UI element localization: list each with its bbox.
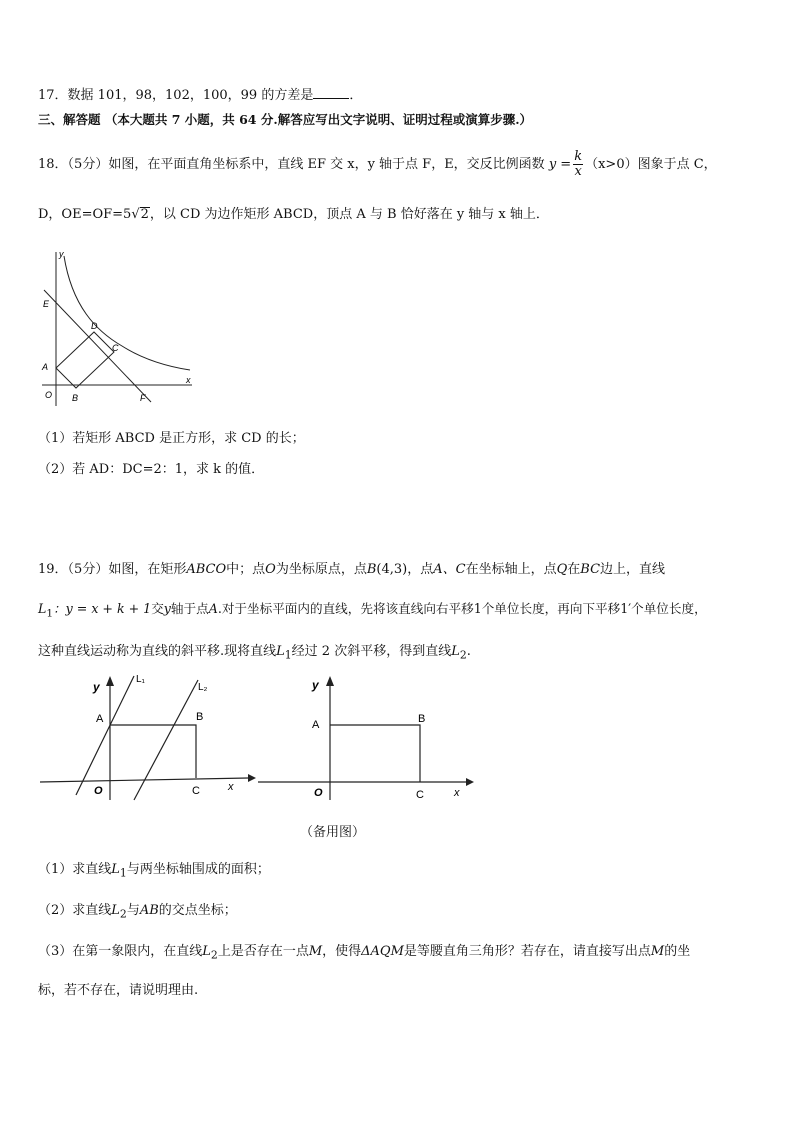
q18-label-b: B <box>72 393 79 403</box>
q18-points: （5分） <box>67 157 109 172</box>
q19-sub-1 <box>38 858 270 880</box>
q18-figure <box>36 246 198 408</box>
q18-text-2a: D，OE=OF= <box>38 207 124 222</box>
q17-line <box>38 84 362 103</box>
q18-line-2: D，OE=OF=5√2，以 CD 为边作矩形 ABCD，顶点 A 与 B 恰好落在 y 轴与 x 轴上． <box>38 207 549 222</box>
q19-fig2-label-o: O <box>314 787 323 799</box>
q19-fig2-x-arrow <box>466 778 474 786</box>
q19-text-2b: 轴于点 <box>170 601 209 616</box>
q19-text-3b: 经过 2 次斜平移，得到直线 <box>291 644 452 659</box>
q19-sub3-m: M <box>308 944 323 959</box>
q19-fig1-label-a: A <box>96 713 104 725</box>
q19-fig1-label-c: C <box>192 785 200 797</box>
q19-fig1-label-x: x <box>228 781 234 793</box>
q19-text-2a: 交 <box>151 601 164 616</box>
q19-abco: ABCO <box>186 562 227 577</box>
q19-sub2-l: L <box>111 903 120 918</box>
q19-text-1c: 为坐标原点，点 <box>275 562 367 577</box>
q19-fig2-label-a: A <box>312 719 320 731</box>
q18-label-d: D <box>91 321 98 331</box>
q18-label-o: O <box>45 390 53 400</box>
q19-text-1a: 如图，在矩形 <box>108 562 187 577</box>
q19-sub2-ab: AB <box>139 903 159 918</box>
q19-fig1-line-l2 <box>134 680 198 800</box>
q19-fig1-line-l1 <box>76 676 134 795</box>
q17-number: 17． <box>38 88 68 103</box>
q19-sub1-b: 与两坐标轴围成的面积； <box>126 862 270 877</box>
q18-coef: 5 <box>123 207 132 222</box>
q19-text-1e: 在坐标轴上，点 <box>465 562 557 577</box>
q19-sub2-c: 的交点坐标； <box>158 903 237 918</box>
q19-text-3a: 这种直线运动称为直线的斜平移.现将直线 <box>38 644 277 659</box>
q19-q: Q <box>556 562 568 577</box>
q19-sub2-b: 与 <box>126 903 140 918</box>
q19-sub3-d: 是等腰直角三角形？若存在，请直接写出点 <box>403 944 651 959</box>
q19-l2: L <box>451 644 460 659</box>
q19-o: O <box>265 562 276 577</box>
q19-sub-3-line-2: 标，若不存在，请说明理由. <box>38 983 199 998</box>
q18-text-2b: ，以 CD 为边作矩形 ABCD，顶点 A 与 B 恰好落在 y 轴与 x 轴上． <box>149 207 549 222</box>
q17-text: 数据 101，98，102，100，99 的方差是 <box>67 88 314 103</box>
q19-sub3-l: L <box>202 944 211 959</box>
q19-sub1-l-sub: 1 <box>119 866 127 880</box>
q19-fig2-label-y: y <box>312 678 319 692</box>
q19-text-1g: 边上，直线 <box>600 562 666 577</box>
q19-sub2-l-sub: 2 <box>119 907 127 921</box>
q19-figure-1 <box>38 670 260 802</box>
q17-end: ． <box>349 88 363 103</box>
q19-l2-sub: 2 <box>459 648 467 662</box>
q19-l1: L <box>38 601 47 616</box>
q18-rectangle-abcd <box>56 332 114 388</box>
q18-text-1b: （x>0）图象于点 C， <box>585 157 717 172</box>
q18-fraction-num: k <box>574 149 583 164</box>
q19-ac: A、C <box>433 562 466 577</box>
q19-sub1-l: L <box>111 862 120 877</box>
q19-line-1 <box>38 558 665 577</box>
q19-sub1-a: （1）求直线 <box>38 862 112 877</box>
q19-l1-sub: 1 <box>46 607 54 620</box>
section-3-heading: 三、解答题 （本大题共 7 小题，共 64 分.解答应写出文字说明、证明过程或演算步骤.） <box>38 112 533 127</box>
q19-fig1-label-y: y <box>93 680 100 694</box>
q19-text-1b: 中；点 <box>226 562 266 577</box>
q19-sub-2 <box>38 899 237 921</box>
q19-sub3-a: （3）在第一象限内，在直线 <box>38 944 203 959</box>
q19-fig2-caption: （备用图） <box>300 825 366 840</box>
q19-b-coord: (4,3) <box>376 562 408 577</box>
q19-b: B <box>366 562 377 577</box>
q19-sub-3 <box>38 940 690 962</box>
q19-l1b-sub: 1 <box>284 648 292 662</box>
q19-points: （5分） <box>67 562 109 577</box>
q19-sub3-triangle: ΔAQM <box>361 944 404 959</box>
q18-fraction-den: x <box>574 164 582 179</box>
q19-sub3-e: 的坐 <box>664 944 691 959</box>
q19-bc: BC <box>580 562 601 577</box>
q19-l1b: L <box>276 644 285 659</box>
q18-sub-2: （2）若 AD：DC=2：1，求 k 的值． <box>38 462 265 477</box>
q19-fig1-label-l1: L₁ <box>136 674 145 685</box>
q19-number: 19． <box>38 562 68 577</box>
q19-fig1-label-b: B <box>196 711 204 723</box>
q18-label-a: A <box>42 362 49 372</box>
q18-func-y: y = <box>548 157 572 172</box>
q18-sub-1: （1）若矩形 ABCD 是正方形，求 CD 的长； <box>38 431 305 446</box>
q19-fig2-label-c: C <box>416 789 424 801</box>
q17-answer-blank <box>313 86 349 99</box>
q18-label-e: E <box>43 299 50 309</box>
q18-label-x: x <box>186 375 191 385</box>
q19-fig1-label-l2: L₂ <box>198 682 208 693</box>
q19-a: A <box>208 601 218 616</box>
q19-line-3 <box>38 640 471 662</box>
q18-hyperbola <box>64 256 190 370</box>
q19-text-1d: ，点 <box>407 562 434 577</box>
q19-fig2-y-arrow <box>326 676 334 686</box>
q19-fig1-y-arrow <box>106 676 114 686</box>
q19-fig1-rectangle <box>110 725 196 778</box>
q19-y: y <box>163 601 171 616</box>
q18-sqrt-arg: 2 <box>140 207 149 222</box>
q18-label-y: y <box>59 249 64 259</box>
q19-figure-2 <box>256 670 478 802</box>
q19-sub3-c: ，使得 <box>322 944 362 959</box>
q18-label-f: F <box>140 393 146 403</box>
q19-text-2c: .对于坐标平面内的直线，先将该直线向右平移1个单位长度，再向下平移1′个单位长度， <box>217 601 707 616</box>
q19-sub3-b: 上是否存在一点 <box>217 944 309 959</box>
q19-sub3-l-sub: 2 <box>210 948 218 962</box>
q18-number: 18． <box>38 157 68 172</box>
q18-line-1 <box>38 150 717 179</box>
q19-fig2-label-b: B <box>418 713 426 725</box>
q18-fraction <box>573 150 583 179</box>
q19-sub2-a: （2）求直线 <box>38 903 112 918</box>
q19-fig1-x-arrow <box>248 774 256 782</box>
q19-sub3-m2: M <box>650 944 665 959</box>
q19-fig2-label-x: x <box>454 787 460 799</box>
q19-text-1f: 在 <box>567 562 581 577</box>
q19-fig1-label-o: O <box>94 785 103 797</box>
q19-line-2 <box>38 598 707 620</box>
q19-fig2-rectangle <box>330 725 420 782</box>
q19-text-3c: . <box>466 644 471 659</box>
q18-label-c: C <box>112 343 119 353</box>
q18-text-1a: 如图，在平面直角坐标系中，直线 EF 交 x，y 轴于点 F，E，交反比例函数 <box>108 157 545 172</box>
q19-l1-equation: ：y = x + k + 1 <box>53 601 152 616</box>
